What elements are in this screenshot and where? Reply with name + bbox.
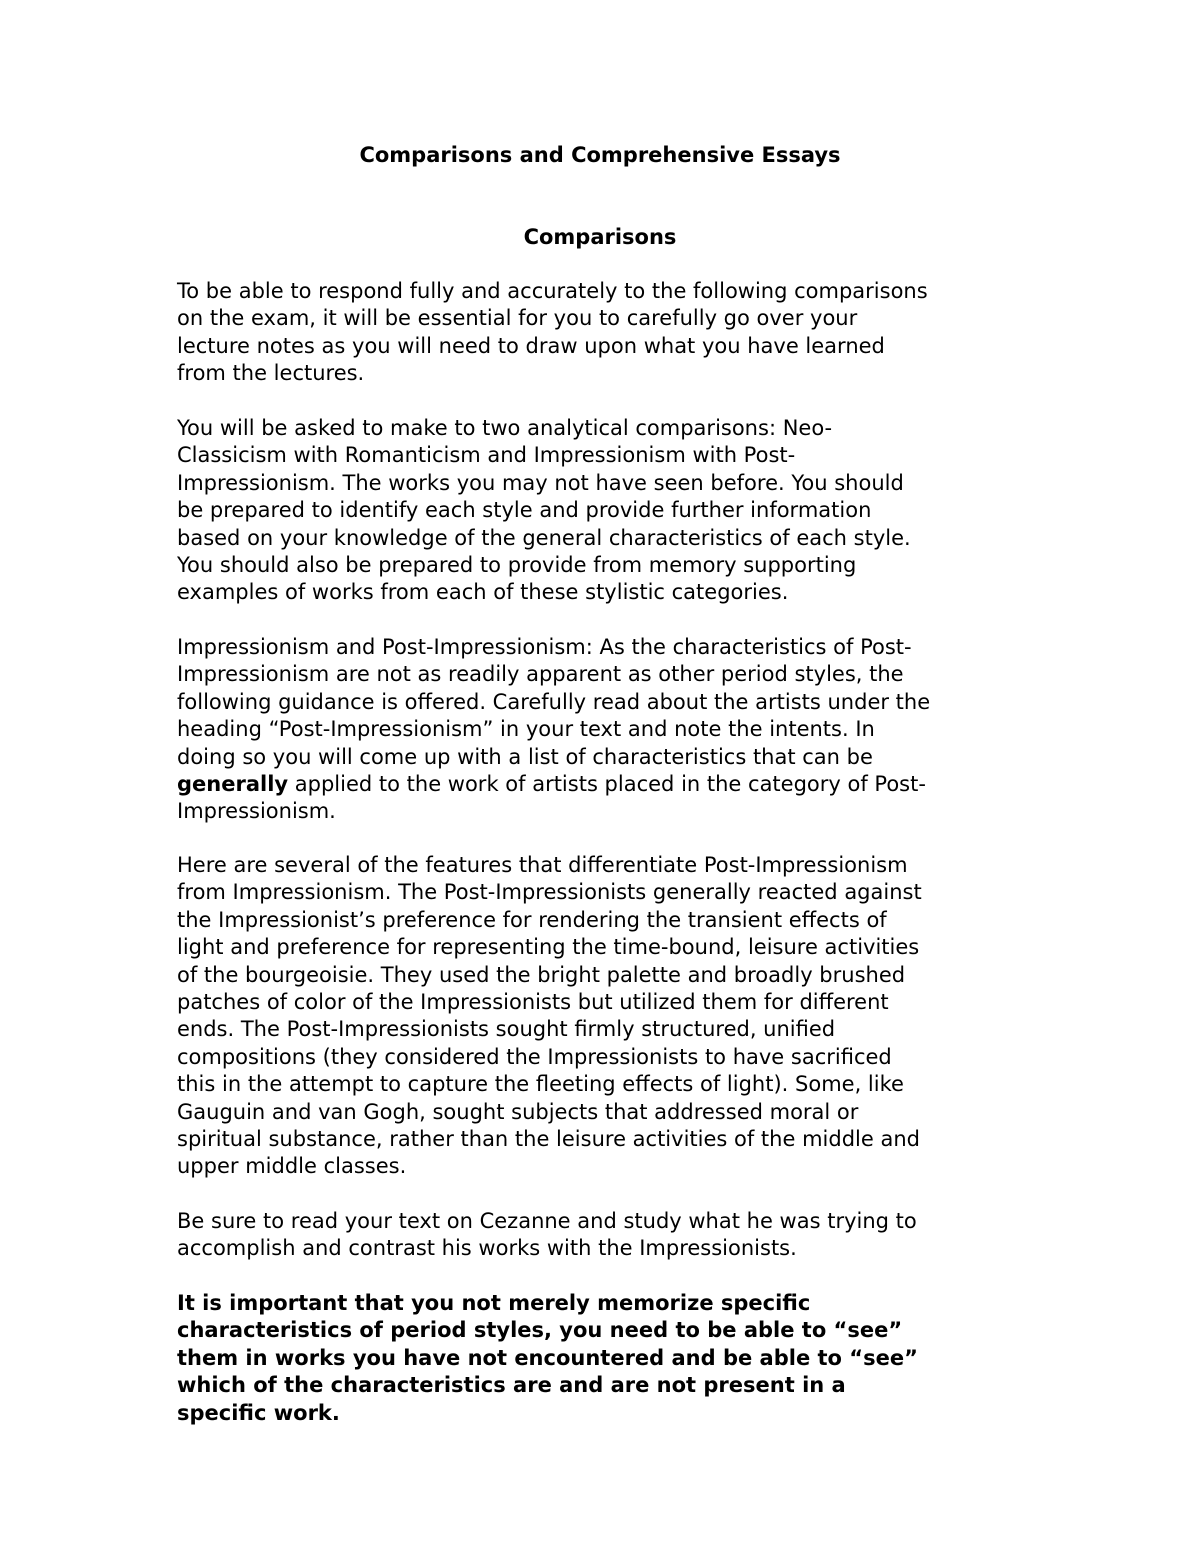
text-line: the Impressionist’s preference for rendering the transient effects of [177, 907, 887, 932]
text-line: this in the attempt to capture the fleeting effects of light). Some, like [177, 1072, 904, 1097]
text-line: You will be asked to make to two analytical comparisons: Neo- [177, 416, 833, 440]
text-line: be prepared to identify each style and provide further information [177, 498, 872, 523]
paragraph-comparisons [177, 415, 1037, 607]
text-line: To be able to respond fully and accurately to the following comparisons [177, 279, 928, 303]
text-run: applied to the work of artists placed in the category of Post- [288, 772, 926, 797]
text-line: light and preference for representing the time-bound, leisure activities [177, 935, 920, 960]
text-line: Gauguin and van Gogh, sought subjects that addressed moral or [177, 1099, 859, 1124]
text-line: which of the characteristics are and are not present in a [177, 1373, 846, 1398]
text-line: characteristics of period styles, you need to be able to “see” [177, 1318, 903, 1343]
text-line-with-emphasis [177, 771, 1037, 798]
text-line: of the bourgeoisie. They used the bright palette and broadly brushed [177, 962, 906, 987]
text-line: based on your knowledge of the general characteristics of each style. [177, 525, 911, 550]
text-line: Impressionism and Post-Impressionism: As the characteristics of Post- [177, 635, 912, 659]
paragraph-important-note [177, 1290, 1037, 1427]
text-line: Be sure to read your text on Cezanne and study what he was trying to [177, 1209, 917, 1233]
text-line: heading “Post-Impressionism” in your text and note the intents. In [177, 717, 875, 742]
text-line: Impressionism. The works you may not have seen before. You should [177, 470, 904, 495]
text-line: It is important that you not merely memorize specific [177, 1291, 811, 1315]
text-line: accomplish and contrast his works with the Impressionists. [177, 1236, 797, 1261]
text-line: lecture notes as you will need to draw upon what you have learned [177, 333, 885, 358]
paragraph-cezanne [177, 1208, 1037, 1263]
text-line: Here are several of the features that differentiate Post-Impressionism [177, 853, 908, 877]
text-line: patches of color of the Impressionists but utilized them for different [177, 990, 889, 1015]
document-title: Comparisons and Comprehensive Essays [359, 143, 841, 167]
paragraph-features [177, 852, 1037, 1181]
text-line: ends. The Post-Impressionists sought firmly structured, unified [177, 1017, 836, 1042]
text-line: from the lectures. [177, 361, 365, 386]
text-line: doing so you will come up with a list of characteristics that can be [177, 744, 873, 769]
text-line: Classicism with Romanticism and Impressionism with Post- [177, 443, 796, 468]
text-line: examples of works from each of these stylistic categories. [177, 580, 789, 605]
text-line: Impressionism. [177, 799, 336, 824]
text-line: compositions (they considered the Impressionists to have sacrificed [177, 1044, 892, 1069]
text-line: You should also be prepared to provide from memory supporting [177, 553, 857, 578]
text-line: from Impressionism. The Post-Impressionists generally reacted against [177, 880, 922, 905]
paragraph-intro [177, 278, 1037, 388]
text-line: Impressionism are not as readily apparent as other period styles, the [177, 662, 904, 687]
text-line: following guidance is offered. Carefully read about the artists under the [177, 689, 931, 714]
section-heading: Comparisons [523, 225, 677, 249]
text-line: upper middle classes. [177, 1154, 407, 1179]
text-line: them in works you have not encountered and be able to “see” [177, 1345, 918, 1370]
text-line: specific work. [177, 1400, 340, 1425]
text-line: on the exam, it will be essential for you to carefully go over your [177, 306, 858, 331]
text-line: spiritual substance, rather than the leisure activities of the middle and [177, 1127, 920, 1152]
emphasis-word: generally [177, 772, 289, 797]
paragraph-post-impressionism [177, 634, 1037, 826]
